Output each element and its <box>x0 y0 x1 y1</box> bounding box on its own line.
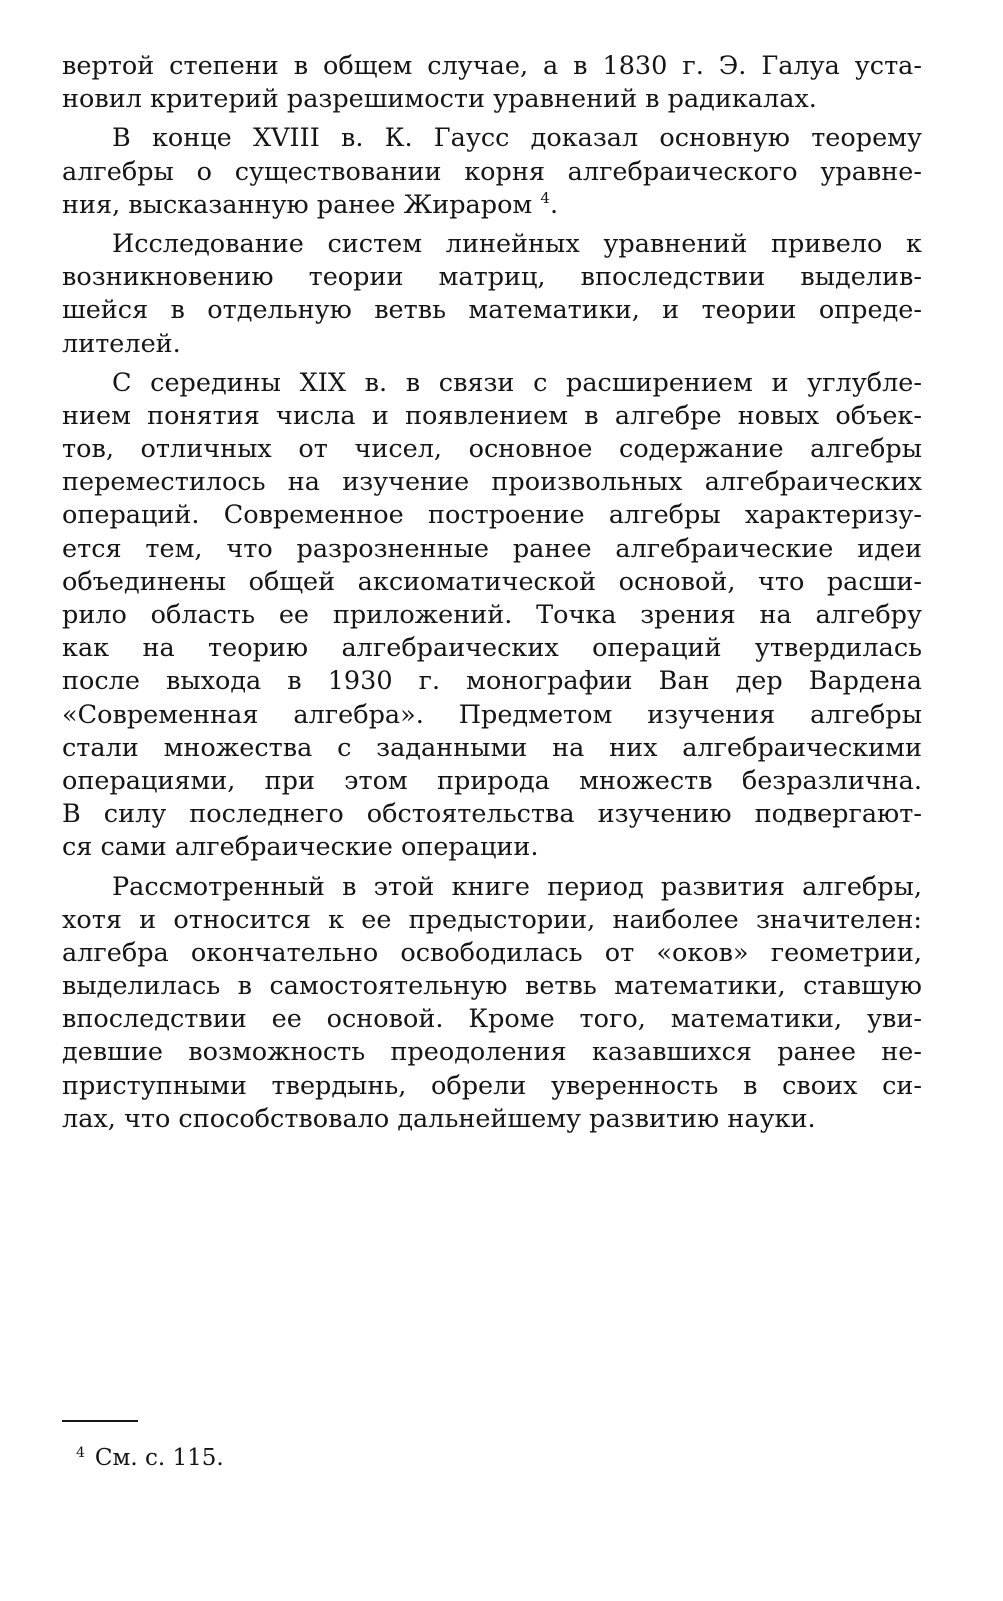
text-line: В силу последнего обстоятельства изучению подвергают- <box>62 799 922 830</box>
text-line: рило область ее приложений. Точка зрения на алгебру <box>62 600 922 630</box>
text-line-with-note <box>62 189 922 222</box>
text-line: Исследование систем линейных уравнений привело к <box>112 228 922 259</box>
text-line: переместилось на изучение произвольных алгебраических <box>62 467 922 498</box>
footnote-reference[interactable]: 4 <box>540 188 550 207</box>
text-line: приступными твердынь, обрели уверенность в своих си- <box>62 1070 922 1101</box>
footnote <box>76 1438 224 1473</box>
text-line: объединены общей аксиоматической основой, что расши- <box>62 566 922 597</box>
page-body <box>62 50 922 1142</box>
paragraph-2 <box>62 122 922 222</box>
text-line: как на теорию алгебраических операций утвердилась <box>62 633 922 664</box>
text-line: В конце XVIII в. К. Гаусс доказал основную теорему <box>112 123 922 154</box>
text-line: стали множества с заданными на них алгебраическими <box>62 732 922 763</box>
text-line: после выхода в 1930 г. монографии Ван дер Вардена <box>62 666 922 697</box>
text-line: С середины XIX в. в связи с расширением и углубле- <box>112 367 922 398</box>
footnote-text: См. с. 115. <box>94 1445 224 1471</box>
paragraph-4 <box>62 367 922 865</box>
text-line: новил критерий разрешимости уравнений в радикалах. <box>62 84 817 115</box>
text-line: операциями, при этом природа множеств безразлична. <box>62 765 922 796</box>
paragraph-3 <box>62 228 922 361</box>
text-line: девшие возможность преодоления казавшихся ранее не- <box>62 1037 922 1068</box>
text-line: вертой степени в общем случае, а в 1830 г. Э. Галуа уста- <box>62 51 922 81</box>
text-line: ся сами алгебраические операции. <box>62 832 539 863</box>
text-line: шейся в отдельную ветвь математики, и теории опреде- <box>62 295 922 326</box>
text-line: алгебры о существовании корня алгебраического уравне- <box>62 156 922 187</box>
text-line: выделилась в самостоятельную ветвь математики, ставшую <box>62 971 922 1002</box>
text-line: «Современная алгебра». Предметом изучения алгебры <box>62 699 922 730</box>
text-line: лителей. <box>62 328 181 359</box>
text-line: лах, что способствовало дальнейшему развитию науки. <box>62 1103 816 1134</box>
text-line: ется тем, что разрозненные ранее алгебраические идеи <box>62 533 922 564</box>
text-line: тов, отличных от чисел, основное содержание алгебры <box>62 434 922 465</box>
text-line: ния, высказанную ранее Жираром <box>62 189 533 220</box>
text-line: хотя и относится к ее предыстории, наиболее значителен: <box>62 904 922 935</box>
paragraph-1 <box>62 50 922 116</box>
footnote-mark: 4 <box>76 1445 85 1461</box>
text-line: Рассмотренный в этой книге период развития алгебры, <box>112 871 922 902</box>
sentence-end: . <box>549 189 559 220</box>
footnote-divider <box>62 1420 138 1422</box>
text-line: операций. Современное построение алгебры характеризу- <box>62 500 922 531</box>
text-line: нием понятия числа и появлением в алгебре новых объек- <box>62 400 922 431</box>
text-line: возникновению теории матриц, впоследствии выделив- <box>62 262 922 293</box>
text-line: впоследствии ее основой. Кроме того, математики, уви- <box>62 1004 922 1035</box>
text-line: алгебра окончательно освободилась от «оков» геометрии, <box>62 937 922 968</box>
paragraph-5 <box>62 871 922 1137</box>
